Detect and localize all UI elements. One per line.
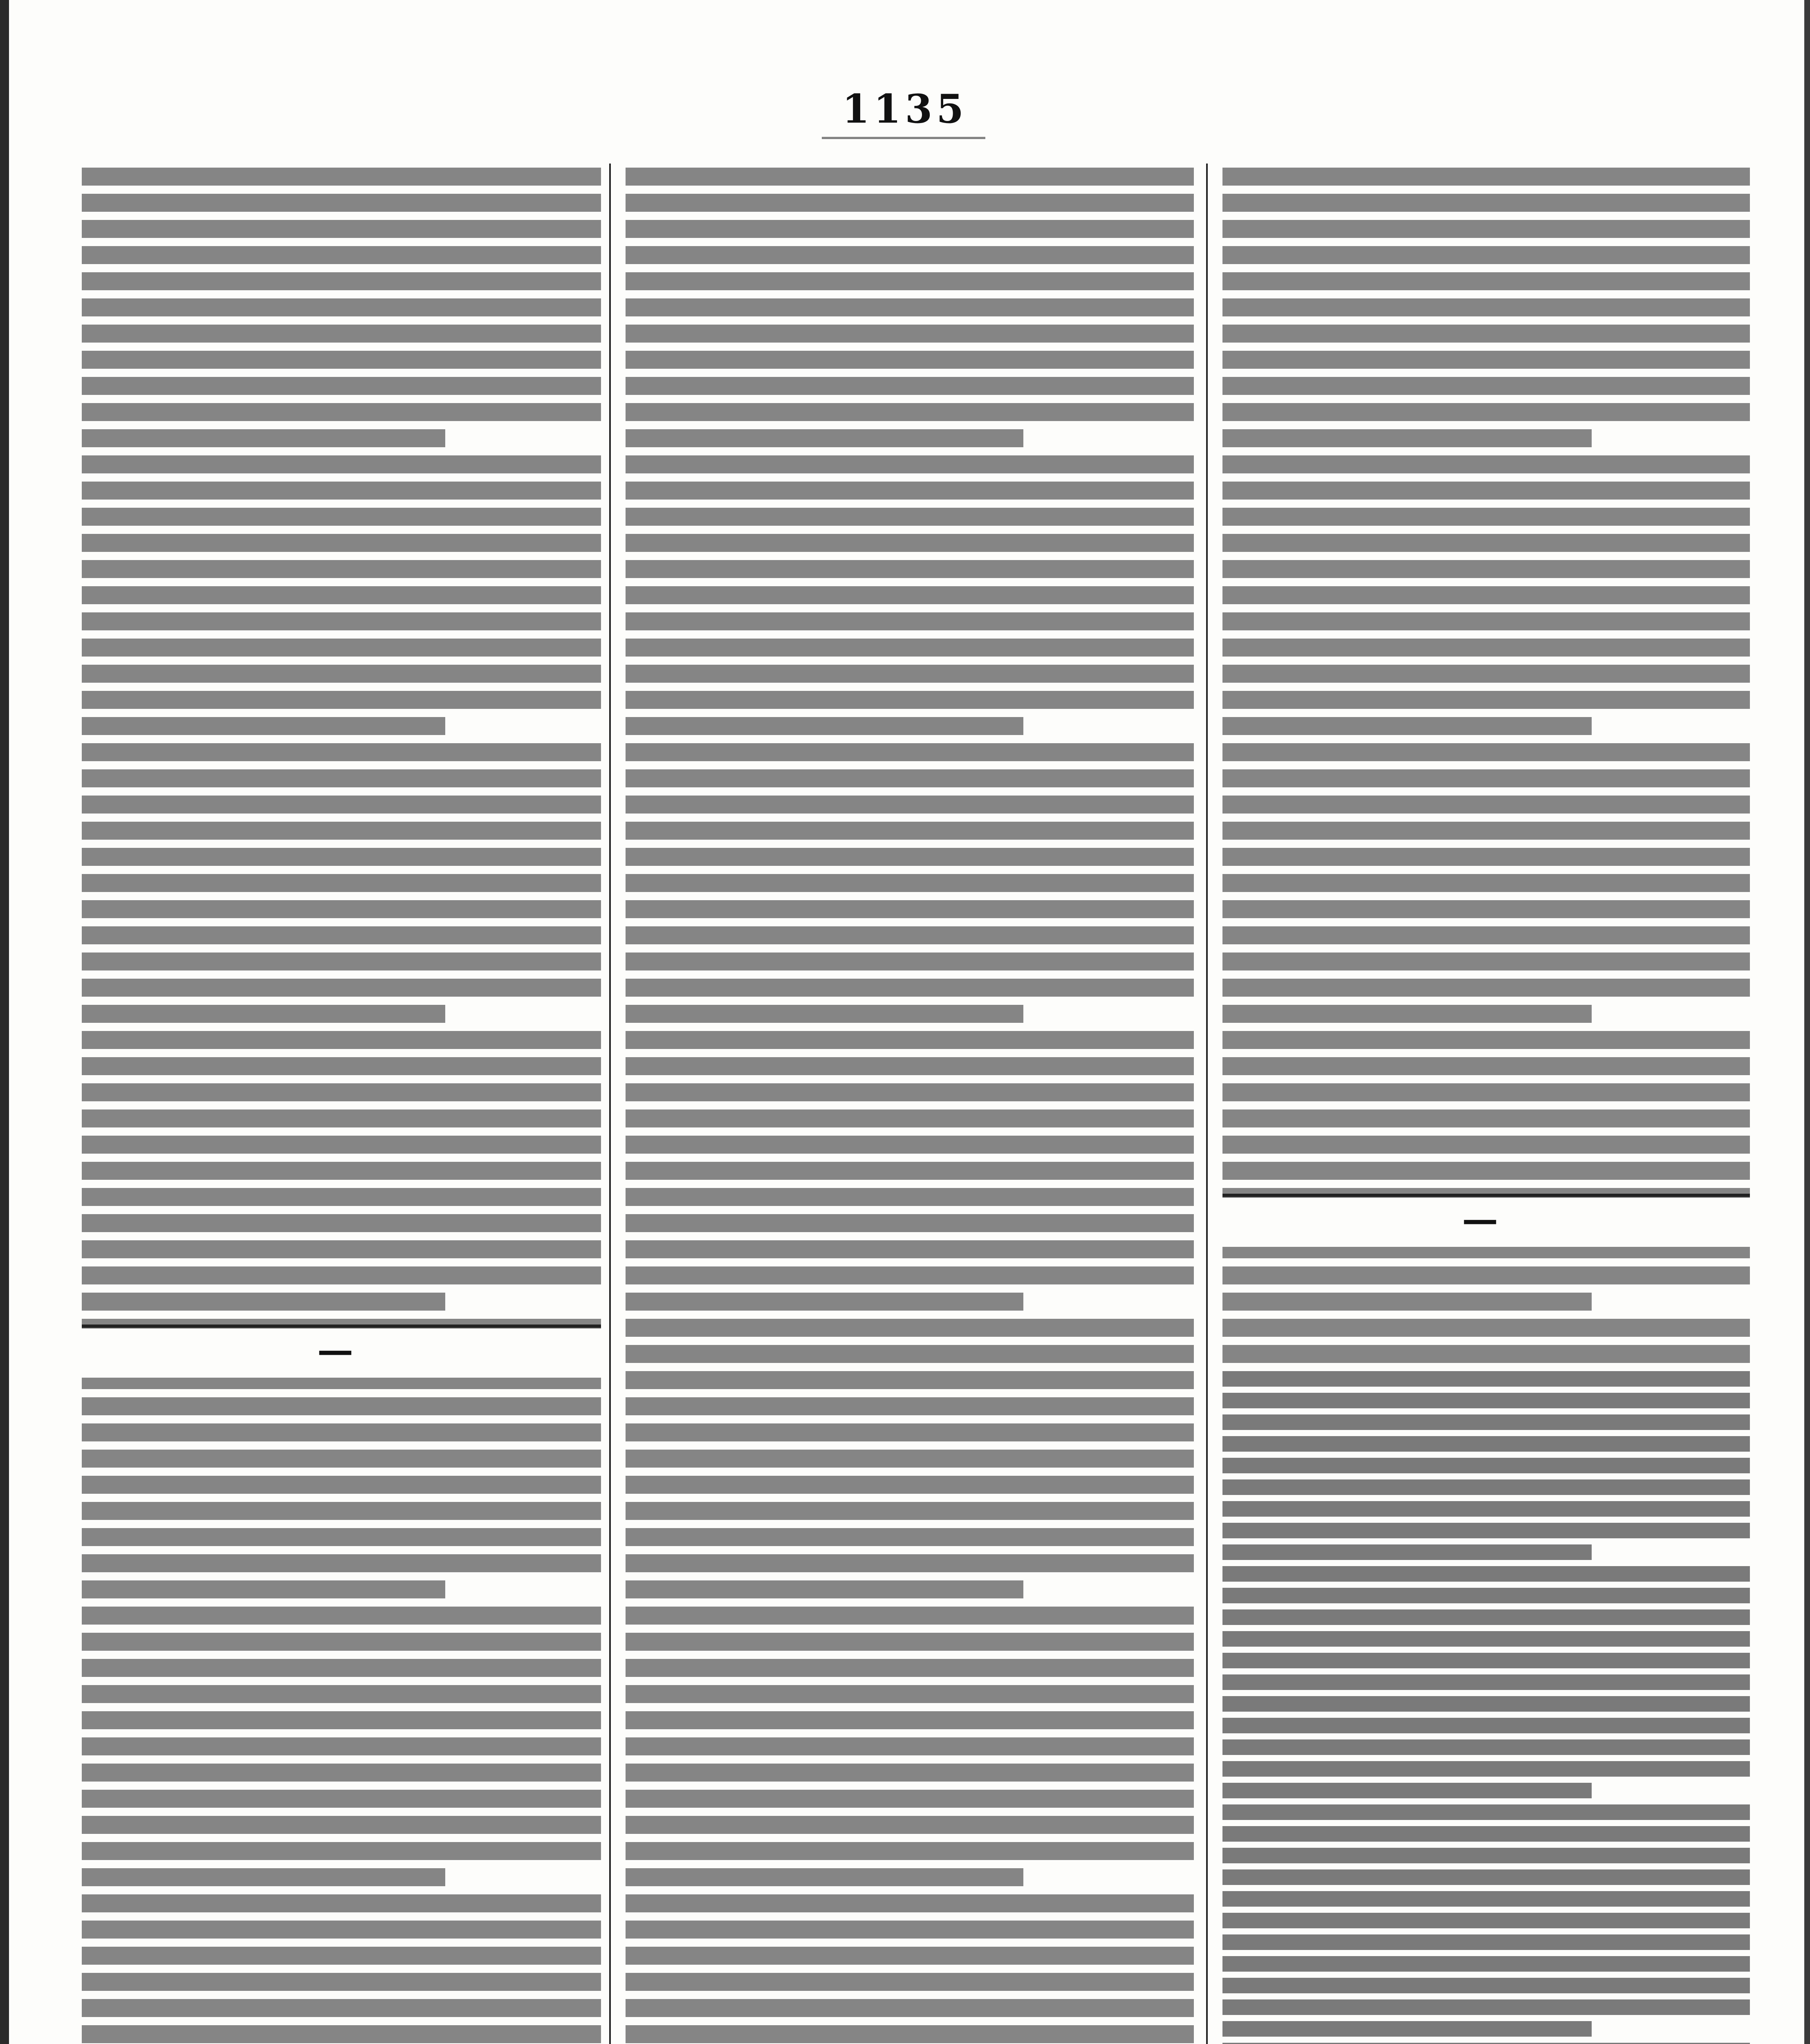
- text-line: [1222, 1479, 1750, 1501]
- text-line: [1222, 351, 1750, 377]
- text-line: [1222, 220, 1750, 246]
- text-line: [1222, 1588, 1750, 1609]
- text-line: [626, 1816, 1194, 1842]
- text-line: [82, 482, 601, 508]
- text-line: [1222, 325, 1750, 351]
- text-line: [626, 1633, 1194, 1659]
- text-line: [626, 586, 1194, 612]
- text-line: [82, 1005, 445, 1031]
- text-line: [1222, 1371, 1750, 1393]
- text-line: [1222, 691, 1750, 717]
- text-line: [626, 1476, 1194, 1502]
- text-line: [1222, 874, 1750, 900]
- text-line: [1222, 1674, 1750, 1696]
- text-line: [626, 717, 1023, 743]
- text-line: [626, 1005, 1023, 1031]
- text-line: [1222, 769, 1750, 796]
- text-line: [1222, 1978, 1750, 1999]
- section-heading-left: —: [82, 1329, 601, 1378]
- text-line: [82, 246, 601, 272]
- text-line: [626, 220, 1194, 246]
- text-line: [82, 1450, 601, 1476]
- text-line: [1222, 1934, 1750, 1956]
- text-line: [82, 1737, 601, 1764]
- text-line: [626, 560, 1194, 586]
- text-line: [82, 953, 601, 979]
- text-line: [1222, 1631, 1750, 1653]
- text-line: [1222, 979, 1750, 1005]
- text-line: [626, 665, 1194, 691]
- text-line: [82, 1397, 601, 1423]
- text-line: [1222, 1319, 1750, 1345]
- text-line: [1222, 1956, 1750, 1978]
- text-line: [626, 2025, 1194, 2044]
- column-divider-left: [609, 164, 611, 2044]
- text-line: [626, 1136, 1194, 1162]
- text-line: [626, 534, 1194, 560]
- text-line: [1222, 1804, 1750, 1826]
- text-line: [626, 1371, 1194, 1397]
- text-line: [626, 298, 1194, 325]
- text-line: [82, 586, 601, 612]
- text-line: [82, 926, 601, 953]
- text-line: [626, 900, 1194, 926]
- text-line: [82, 1109, 601, 1136]
- text-line: [626, 1580, 1023, 1607]
- text-line: [1222, 534, 1750, 560]
- text-line: [1222, 1293, 1592, 1319]
- text-line: [626, 953, 1194, 979]
- text-line: [82, 1188, 601, 1214]
- text-line: [82, 691, 601, 717]
- text-line: [626, 1423, 1194, 1450]
- text-line: [82, 796, 601, 822]
- text-line: [1222, 900, 1750, 926]
- text-line: [82, 403, 601, 429]
- text-line: [82, 1868, 445, 1894]
- text-line: [626, 848, 1194, 874]
- text-line: [1222, 1005, 1592, 1031]
- text-line: [1222, 455, 1750, 482]
- text-line: [626, 926, 1194, 953]
- text-line: [82, 220, 601, 246]
- text-line: [626, 1109, 1194, 1136]
- text-line: [82, 1633, 601, 1659]
- text-line: [82, 1607, 601, 1633]
- text-line: [1222, 272, 1750, 298]
- text-line: [626, 246, 1194, 272]
- text-line: [1222, 1501, 1750, 1523]
- text-line: [82, 1476, 601, 1502]
- text-line: [82, 1711, 601, 1737]
- text-line: [1222, 822, 1750, 848]
- text-line: [1222, 1136, 1750, 1162]
- section-rule-right-top: [1222, 1194, 1750, 1197]
- text-line: [626, 377, 1194, 403]
- text-line: [82, 1266, 601, 1293]
- text-line: [1222, 429, 1592, 455]
- text-line: [626, 1083, 1194, 1109]
- text-line: [82, 1659, 601, 1685]
- text-line: [626, 1319, 1194, 1345]
- text-line: [1222, 796, 1750, 822]
- text-line: [626, 168, 1194, 194]
- text-line: [626, 482, 1194, 508]
- text-line: [626, 1240, 1194, 1266]
- text-line: [1222, 1345, 1750, 1371]
- page-edge-right: [1804, 0, 1810, 2044]
- text-line: [626, 691, 1194, 717]
- text-line: [626, 1999, 1194, 2025]
- text-line: [1222, 1999, 1750, 2021]
- text-line: [82, 822, 601, 848]
- text-line: [82, 874, 601, 900]
- text-line: [82, 769, 601, 796]
- text-line: [1222, 1266, 1750, 1293]
- text-line: [1222, 1393, 1750, 1414]
- text-line: [1222, 1739, 1750, 1761]
- text-line: [1222, 1891, 1750, 1913]
- text-line: [82, 743, 601, 769]
- text-line: [82, 272, 601, 298]
- column-divider-right: [1206, 164, 1208, 2044]
- text-line: [82, 455, 601, 482]
- text-line: [1222, 403, 1750, 429]
- text-line: [626, 1894, 1194, 1921]
- text-line: [82, 1162, 601, 1188]
- text-line: [626, 1659, 1194, 1685]
- text-line: [82, 1136, 601, 1162]
- text-line: [626, 429, 1023, 455]
- text-line: [1222, 1848, 1750, 1869]
- text-line: [82, 1240, 601, 1266]
- text-line: [626, 1345, 1194, 1371]
- text-line: [1222, 1031, 1750, 1057]
- column-right: [1222, 168, 1750, 2044]
- text-line: [82, 1528, 601, 1554]
- text-line: [1222, 953, 1750, 979]
- text-line: [1222, 665, 1750, 691]
- text-line: [1222, 1566, 1750, 1588]
- text-line: [626, 1214, 1194, 1240]
- text-line: [1222, 2021, 1592, 2043]
- text-line: [626, 979, 1194, 1005]
- text-line: [626, 1947, 1194, 1973]
- text-line: [82, 1894, 601, 1921]
- text-line: [626, 1031, 1194, 1057]
- text-line: [82, 1031, 601, 1057]
- text-line: [1222, 1523, 1750, 1544]
- text-line: [1222, 1162, 1750, 1188]
- column-middle: [626, 168, 1194, 2044]
- text-line: [1222, 586, 1750, 612]
- text-line: [1222, 639, 1750, 665]
- text-line: [1222, 1718, 1750, 1739]
- text-line: [626, 351, 1194, 377]
- text-line: [626, 1790, 1194, 1816]
- text-line: [1222, 1458, 1750, 1479]
- text-line: [82, 429, 445, 455]
- text-line: [1222, 482, 1750, 508]
- text-line: [626, 1868, 1023, 1894]
- text-line: [1222, 168, 1750, 194]
- text-line: [1222, 1913, 1750, 1934]
- text-line: [626, 796, 1194, 822]
- text-line: [82, 717, 445, 743]
- text-line: [1222, 1057, 1750, 1083]
- text-line: [1222, 848, 1750, 874]
- text-line: [626, 1685, 1194, 1711]
- text-line: [82, 2025, 601, 2044]
- text-line: [626, 1057, 1194, 1083]
- text-line: [1222, 246, 1750, 272]
- text-line: [626, 455, 1194, 482]
- text-line: [1222, 1414, 1750, 1436]
- text-line: [82, 1057, 601, 1083]
- text-line: [626, 194, 1194, 220]
- text-line: [1222, 717, 1592, 743]
- page-number-rule: [822, 137, 985, 139]
- text-line: [626, 325, 1194, 351]
- text-line: [626, 1921, 1194, 1947]
- text-line: [626, 403, 1194, 429]
- text-line: [82, 1921, 601, 1947]
- text-line: [82, 900, 601, 926]
- page-number: 1135: [842, 86, 968, 132]
- text-line: [82, 1502, 601, 1528]
- text-line: [626, 1554, 1194, 1580]
- text-line: [626, 1293, 1023, 1319]
- text-line: [82, 1423, 601, 1450]
- text-line: [1222, 1609, 1750, 1631]
- text-line: [1222, 1436, 1750, 1458]
- text-line: [626, 1528, 1194, 1554]
- text-line: [626, 1764, 1194, 1790]
- text-line: [1222, 298, 1750, 325]
- page-edge-left: [0, 0, 9, 2044]
- text-line: [1222, 1653, 1750, 1674]
- text-line: [626, 272, 1194, 298]
- text-line: [82, 1842, 601, 1868]
- text-line: [82, 534, 601, 560]
- text-line: [82, 1973, 601, 1999]
- text-line: [82, 298, 601, 325]
- text-line: [82, 1580, 445, 1607]
- text-line: [82, 351, 601, 377]
- text-line: [82, 1999, 601, 2025]
- text-line: [626, 612, 1194, 639]
- text-line: [1222, 1109, 1750, 1136]
- text-line: [626, 1397, 1194, 1423]
- text-line: [82, 560, 601, 586]
- section-heading-right: —: [1222, 1198, 1750, 1247]
- text-line: [82, 1685, 601, 1711]
- text-line: [626, 769, 1194, 796]
- column-left: [82, 168, 601, 2044]
- text-line: [82, 1947, 601, 1973]
- text-line: [82, 1554, 601, 1580]
- text-line: [626, 1502, 1194, 1528]
- text-line: [82, 377, 601, 403]
- text-line: [626, 1450, 1194, 1476]
- text-line: [82, 1214, 601, 1240]
- section-rule-left-top: [82, 1325, 601, 1328]
- text-line: [626, 1711, 1194, 1737]
- text-line: [626, 743, 1194, 769]
- text-line: [82, 1764, 601, 1790]
- text-line: [626, 1607, 1194, 1633]
- text-line: [1222, 1783, 1592, 1804]
- text-line: [82, 1083, 601, 1109]
- text-line: [626, 1162, 1194, 1188]
- text-line: [82, 1816, 601, 1842]
- text-line: [1222, 508, 1750, 534]
- text-line: [626, 874, 1194, 900]
- text-line: [82, 665, 601, 691]
- text-line: [626, 1188, 1194, 1214]
- text-line: [626, 1842, 1194, 1868]
- text-line: [626, 1973, 1194, 1999]
- text-line: [1222, 1544, 1592, 1566]
- text-line: [1222, 1761, 1750, 1783]
- text-line: [82, 168, 601, 194]
- text-line: [82, 508, 601, 534]
- text-line: [82, 194, 601, 220]
- text-line: [82, 979, 601, 1005]
- text-line: [1222, 926, 1750, 953]
- text-line: [1222, 743, 1750, 769]
- text-line: [1222, 560, 1750, 586]
- text-line: [1222, 1696, 1750, 1718]
- text-line: [1222, 1826, 1750, 1848]
- text-line: [82, 1293, 445, 1319]
- text-line: [626, 1737, 1194, 1764]
- text-line: [82, 612, 601, 639]
- text-line: [1222, 377, 1750, 403]
- text-line: [626, 822, 1194, 848]
- text-line: [82, 325, 601, 351]
- text-line: [82, 639, 601, 665]
- text-line: [1222, 194, 1750, 220]
- text-line: [1222, 612, 1750, 639]
- text-line: [626, 1266, 1194, 1293]
- text-line: [1222, 1869, 1750, 1891]
- text-line: [82, 1790, 601, 1816]
- text-line: [626, 508, 1194, 534]
- text-line: [1222, 1083, 1750, 1109]
- text-line: [626, 639, 1194, 665]
- text-line: [82, 848, 601, 874]
